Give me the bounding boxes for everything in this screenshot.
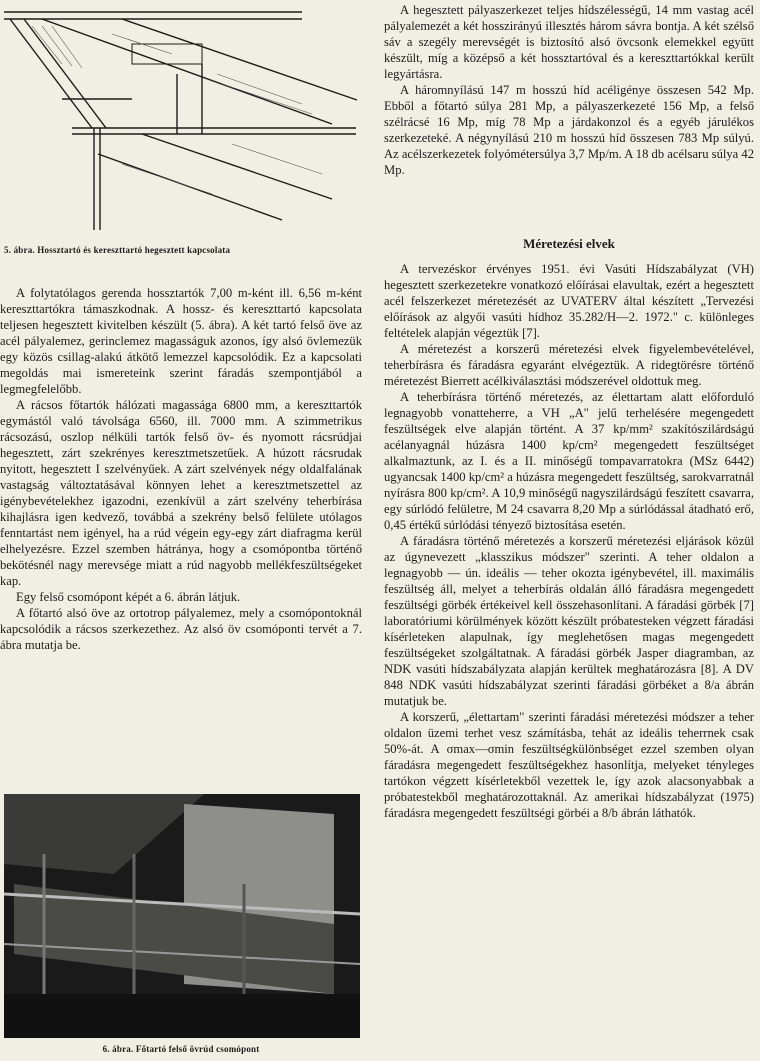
paragraph: A teherbírásra történő méretezés, az élettartam alatt előforduló legnagyobb vonatteherre, a VH „A" jelű terhelésére megengedett feszültségek elve alapján történt. A 37 kp/mm² szakítószilárdságú acélanyagnál húzásra 1400 kp/cm² megengedett feszültséget alkalmaztunk, az I. és a II. minőségű tompavarratokra (MSz 6442) ugyancsak 1400 kp/cm² a húzásra megengedett feszültség, sarokvarratnál nyírásra 800 kp/cm². A 10,9 minőségű nagyszilárdságú feszített csavarra, egy súrlódó felületre, M 24 csavarra 8,20 Mp a súrlódással átadható erő, 0,45 értékű súrlódási tényező biztosítása esetén.	[384, 390, 754, 532]
paragraph: A fáradásra történő méretezés a korszerű méretezési eljárások közül az úgynevezett „klasszikus módszer" szerinti. A teher oldalon a legnagyobb — ún. ideális — teher okozta igénybevétel, ill. maximális feszültség áll, melyet a teherbírás oldalán álló fáradásra megengedett feszültségi görbék értékeivel kell összehasonlítani. A fáradási görbék [7] laboratóriumi körülmények között készült próbatesteken végzett fáradási kísérleteken alapulnak, így meglehetősen magas megengedett feszültségeket szolgáltatnak. A fáradási görbék Jasper diagramban, az NDK vasúti hídszabályzata alapján kerültek meghatározásra [8]. A DV 848 NDK vasúti hídszabályzat szerinti fáradási görbéket a 8/a ábrán mutatjuk be.	[384, 534, 754, 708]
paragraph: A főtartó alsó öve az ortotrop pályalemez, mely a csomópontoknál kapcsolódik a rácsos szerkezethez. Az alsó öv csomóponti tervét a 7. ábra mutatja be.	[0, 606, 362, 652]
paragraph: Egy felső csomópont képét a 6. ábrán látjuk.	[16, 590, 241, 604]
figure-5-drawing	[2, 4, 360, 232]
paragraph: A folytatólagos gerenda hossztartók 7,00 m-ként ill. 6,56 m-ként kereszttartókra támaszkodnak. A hossz- és kereszttartó kapcsolata teljesen hegesztett kivitelben készült (5. ábra). A két tartó felső öve az acél pályalemez, gerinclemez magasságuk azonos, így alsó övlemezük egy közös csillag-alakú átkötő lemezzel kapcsolódik. Ez a kapcsolati megoldás mai ismereteink szerint fáradás szempontjából a legmegfelelőbb.	[0, 286, 362, 396]
paragraph: A háromnyílású 147 m hosszú híd acéligénye összesen 542 Mp. Ebből a főtartó súlya 281 Mp, a pályaszerkezeté 156 Mp, a felső szélrácsé 16 Mp, míg 78 Mp a járdakonzol és a egyéb járulékos szerkezeteké. A négynyílású 210 m hosszú híd összesen 783 Mp súlyú. Az acélszerkezetek folyómétersúlya 3,7 Mp/m. A 18 db acélsaru súlya 42 Mp.	[384, 83, 754, 177]
paragraph: A korszerű, „élettartam" szerinti fáradási méretezési módszer a teher oldalon üzemi terhet vesz számításba, tehát az ideális teherrnek csak 50%-át. A σmax—σmin feszültségkülönbséget ezzel szemben olyan fáradásra megengedett feszültségekhez hasonlítja, melyeket tényleges tartókon végzett kísérletekből vezettek le, így azok alacsonyabbak a próbatestekből meghatározottaknál. Az amerikai hídszabályzat (1975) fáradásra megengedett feszültségi görbéi a 8/b ábrán láthatók.	[384, 710, 754, 820]
left-text-block	[0, 285, 362, 653]
paragraph: A rácsos főtartók hálózati magassága 6800 mm, a kereszttartók egymástól való távolsága 6560, ill. 7000 mm. A szimmetrikus rácsozású, oszlop nélküli tartók felső öv- és nyomott rácsrúdjai hegesztett, zárt szekrényes keresztmetszetűek. A húzott rácsrudak nyitott, hegesztett I szelvényűek. A zárt szelvények négy oldalfalának vastagság változtatásával könnyen lehet a keresztmetszettel az igénybevételekhez igazodni, ezenkívül a zárt szelvény teherbírása kihajlásra igen kedvező, továbbá a szekrény belső felülete utólagos fenntartást nem igényel, ha a rúd végein egy-egy zárt diafragma kerül elhelyezésre. Ezzel szemben hátránya, hogy a csomópontba történő bekötésnél nagy merevsége miatt a rúd nagyobb mellékfeszültségeket kap.	[0, 398, 362, 588]
paragraph: A tervezéskor érvényes 1951. évi Vasúti Hídszabályzat (VH) hegesztett szerkezetekre vonatkozó előírásai elavultak, ezért a hegesztett acél felszerkezet méretezését az UVATERV által készített „Tervezési előírások az algyői vasúti hídhoz 35.282/H—2. 1972." c. különleges feltételek alapján végeztük [7].	[384, 262, 754, 340]
paragraph: A hegesztett pályaszerkezet teljes hídszélességű, 14 mm vastag acél pályalemezét a két hosszirányú illesztés három sávra bontja. A két szélső sáv a szegély merevségét is biztosító alsó övcsonk elemekkel együtt készült, míg a középső a két hossztartóval és a kereszttartókkal került legyártásra.	[384, 3, 754, 81]
figure-6-caption: 6. ábra. Főtartó felső övrúd csomópont	[102, 1044, 260, 1054]
right-text-main	[384, 261, 754, 821]
figure-5-caption: 5. ábra. Hossztartó és kereszttartó hegesztett kapcsolata	[4, 245, 231, 255]
figure-6-photo	[4, 794, 360, 1038]
paragraph: A méretezést a korszerű méretezési elvek figyelembevételével, teherbírásra és fáradásra egyaránt elvégeztük. A ridegtörésre történő méretezést Bierrett acélkiválasztási módszerével oldottuk meg.	[384, 342, 754, 388]
section-title: Méretezési elvek	[523, 236, 615, 251]
right-text-top	[384, 2, 754, 178]
